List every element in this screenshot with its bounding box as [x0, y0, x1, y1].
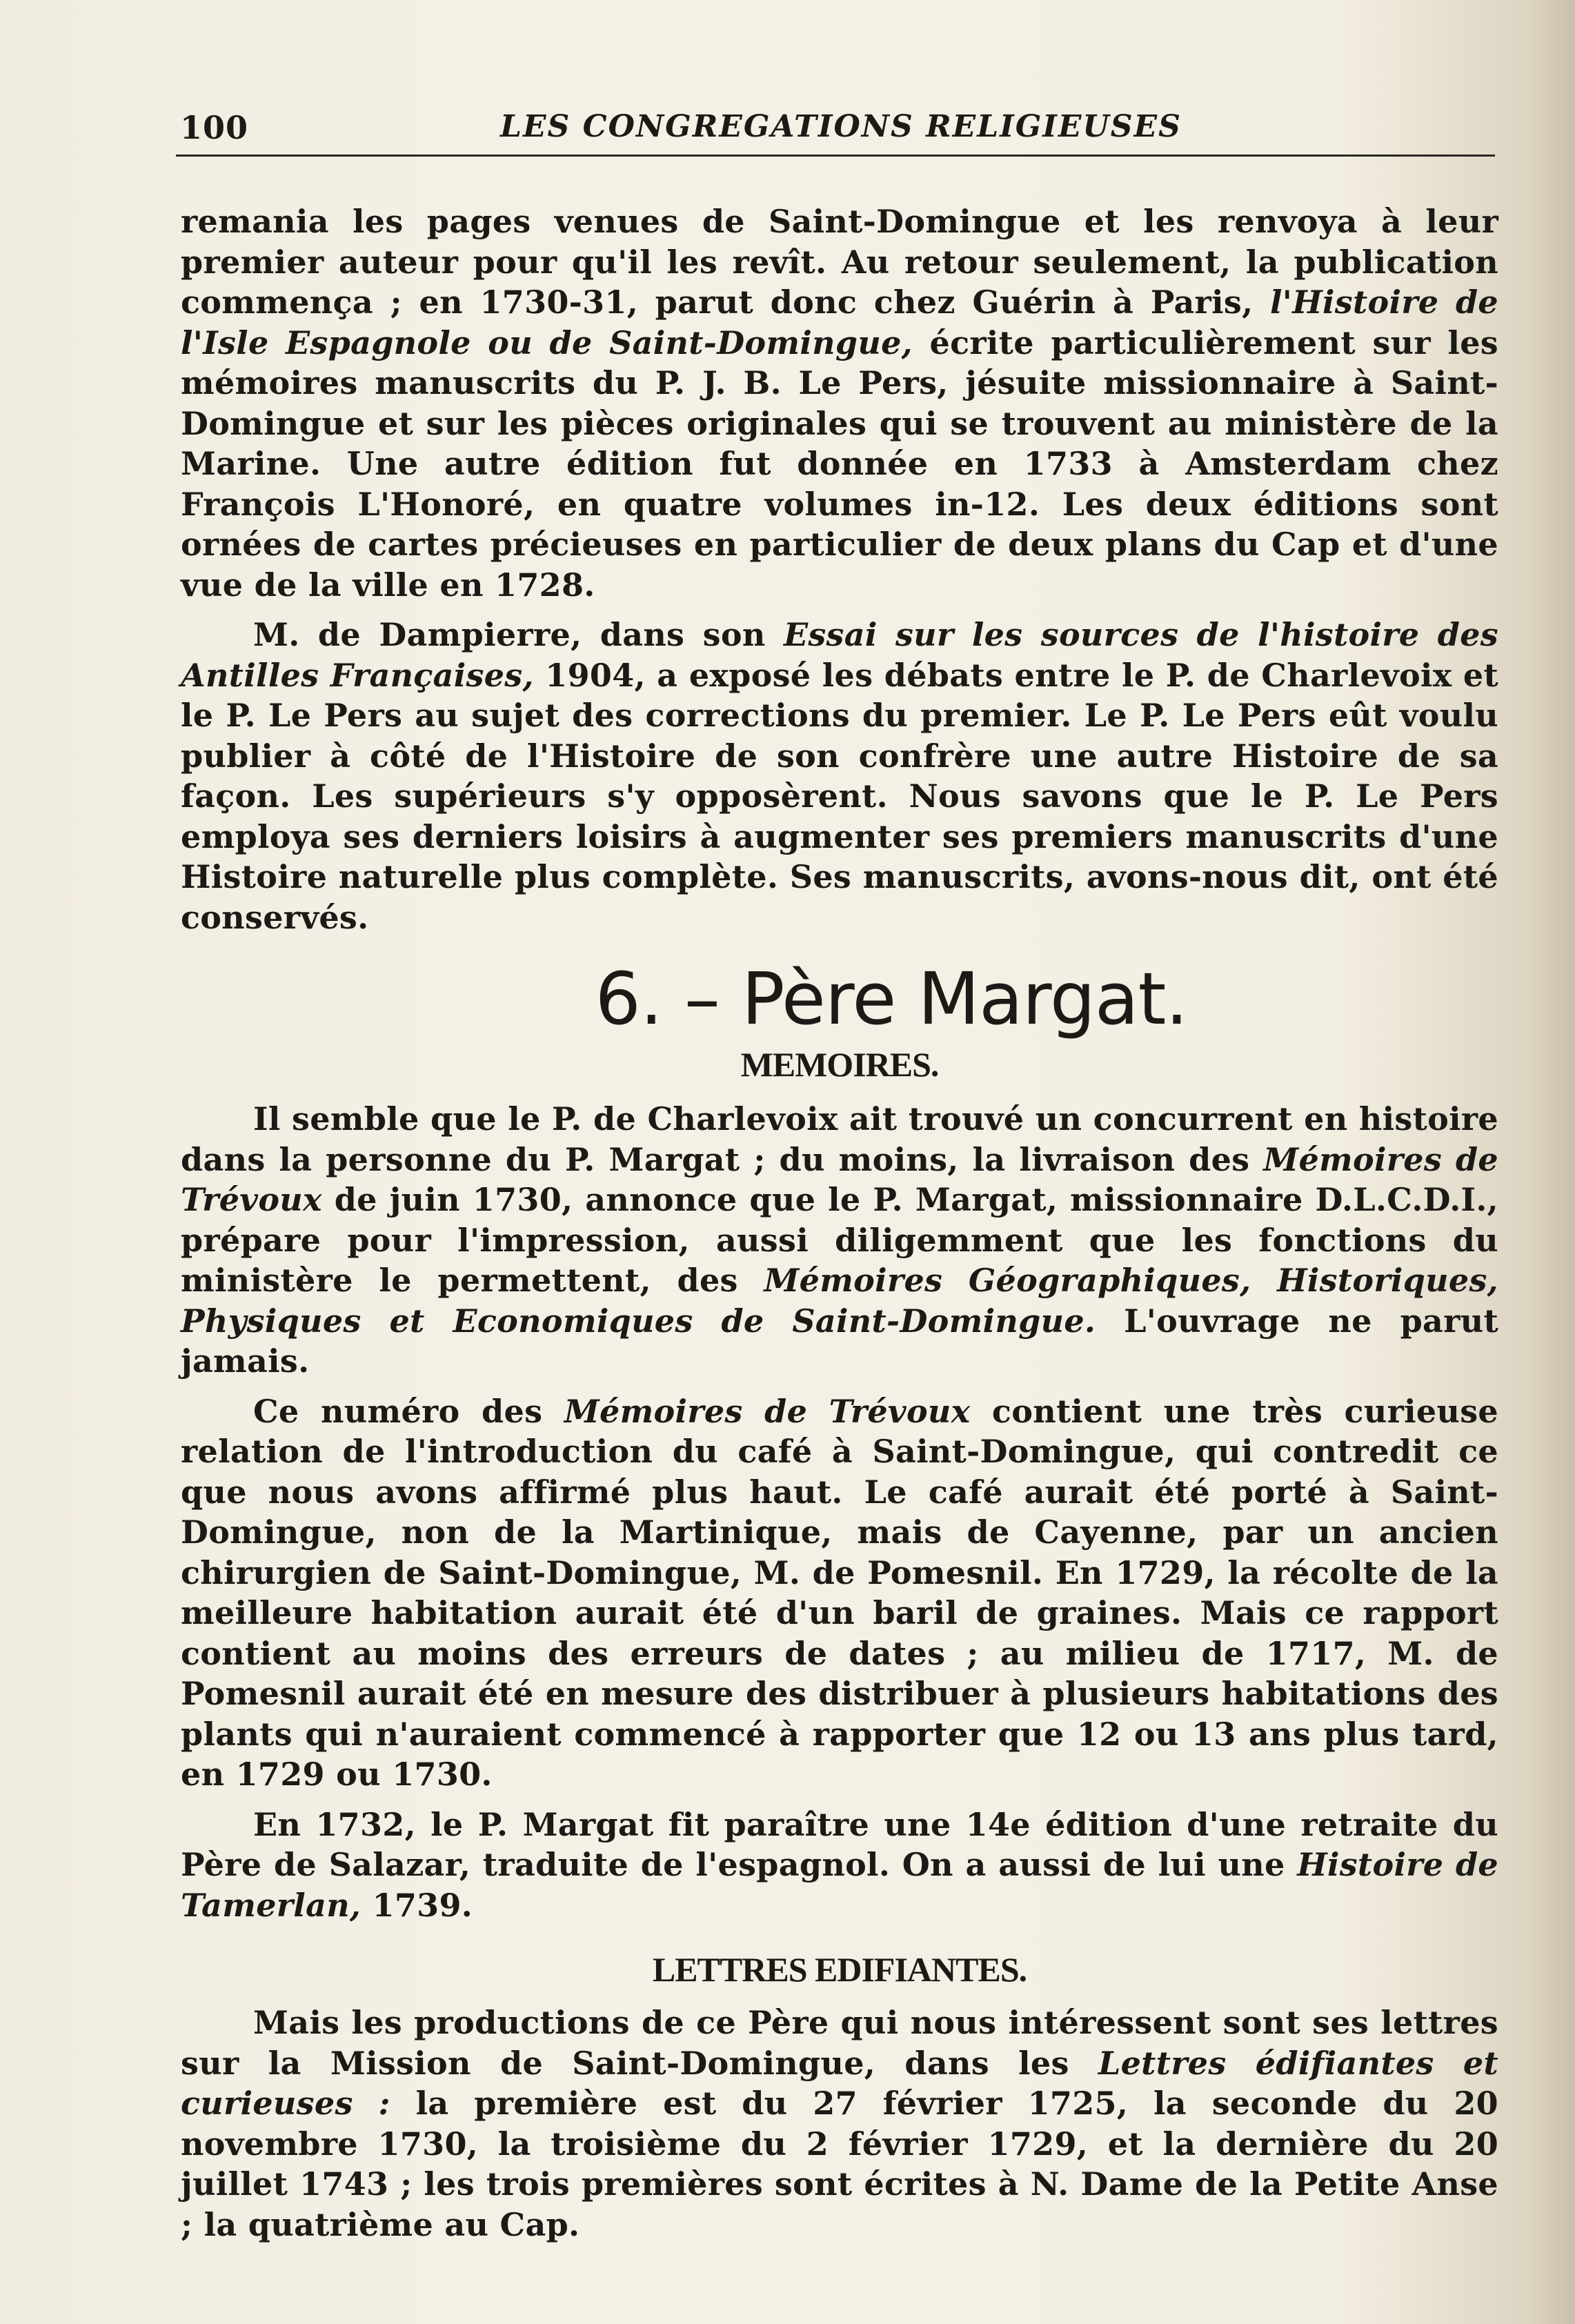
section-title-memoires: MEMOIRES.	[740, 1045, 939, 1084]
paragraph-1-text-a: remania les pages venues de Saint-Domingue et les renvoya à leur premier auteur pour qu'il les revît. Au retour seulement, la publication commença ; en 1730-31, parut donc chez Guérin à Paris,	[181, 203, 1498, 321]
paragraph-3-text-e: L'ouvrage ne parut jamais.	[181, 1302, 1498, 1380]
chapter-title: 6. – Père Margat.	[595, 957, 1188, 1041]
paragraph-1-book-title: l'Histoire de l'Isle Espagnole ou de Saint-Domingue,	[181, 284, 1498, 361]
paragraph-3-book-title: Mémoires Géographiques, Historiques, Physiques et Economiques de Saint-Domingue.	[181, 1262, 1498, 1340]
paragraph-3-text-a: Il semble que le P. de Charlevoix ait trouvé un concurrent en histoire dans la personne du P. Margat ; du moins, la livraison des	[181, 1100, 1498, 1178]
paragraph-4-text-c: contient une très curieuse relation de l'introduction du café à Saint-Domingue, qui contredit ce que nous avons affirmé plus haut. Le café aurait été porté à Saint-Domingue, non de la Martinique, mais de Cayenne, par un ancien chirurgien de Saint-Domingue, M. de Pomesnil. En 1729, la récolte de la meilleure habitation aurait été d'un baril de graines. Mais ce rapport contient au moins des erreurs de dates ; au milieu de 1717, M. de Pomesnil aurait été en mesure des distribuer à plusieurs habitations des plants qui n'auraient commencé à rapporter que 12 ou 13 ans plus tard, en 1729 ou 1730.	[181, 1392, 1498, 1793]
paragraph-3-text-c: de juin 1730, annonce que le P. Margat, missionnaire D.L.C.D.I., prépare pour l'impression, aussi diligemment que les fonctions du ministère le permettent, des	[181, 1181, 1498, 1299]
paragraph-2	[181, 615, 1498, 937]
paragraph-6	[181, 2003, 1498, 2245]
paragraph-1	[181, 201, 1498, 605]
section-title-lettres: LETTRES EDIFIANTES.	[652, 1950, 1027, 1989]
paragraph-5-book-title: Histoire de Tamerlan,	[181, 1846, 1498, 1924]
running-header	[176, 103, 1494, 152]
paragraph-2-text-c: 1904, a exposé les débats entre le P. de Charlevoix et le P. Le Pers au sujet des corrections du premier. Le P. Le Pers eût voulu publier à côté de l'Histoire de son confrère une autre Histoire de sa façon. Les supérieurs s'y opposèrent. Nous savons que le P. Le Pers employa ses derniers loisirs à augmenter ses premiers manuscrits d'une Histoire naturelle plus complète. Ses manuscrits, avons-nous dit, ont été conservés.	[181, 656, 1498, 936]
paragraph-5-text-a: En 1732, le P. Margat fit paraître une 14e édition d'une retraite du Père de Salazar, traduite de l'espagnol. On a aussi de lui une	[181, 1805, 1498, 1883]
paragraph-6-text-c: la première est du 27 février 1725, la seconde du 20 novembre 1730, la troisième du 2 février 1729, et la dernière du 20 juillet 1743 ; les trois premières sont écrites à N. Dame de la Petite Anse ; la quatrième au Cap.	[181, 2085, 1498, 2243]
paragraph-2-book-title: Essai sur les sources de l'histoire des Antilles Françaises,	[181, 616, 1498, 694]
header-rule	[176, 155, 1495, 157]
body-text	[181, 201, 1498, 2245]
page-number: 100	[180, 109, 249, 146]
paragraph-6-text-a: Mais les productions de ce Père qui nous intéressent sont ses lettres sur la Mission de Saint-Domingue, dans les	[181, 2004, 1498, 2082]
paragraph-3-journal-title: Mémoires de Trévoux	[181, 1140, 1498, 1218]
paragraph-5-text-c: 1739.	[361, 1886, 473, 1924]
paragraph-4-text-a: Ce numéro des	[253, 1392, 564, 1430]
paragraph-4-journal-title: Mémoires de Trévoux	[564, 1392, 971, 1430]
running-title: LES CONGREGATIONS RELIGIEUSES	[500, 109, 1182, 144]
paragraph-2-text-a: M. de Dampierre, dans son	[253, 616, 784, 653]
paragraph-1-text-c: écrite particulièrement sur les mémoires manuscrits du P. J. B. Le Pers, jésuite missionnaire à Saint-Domingue et sur les pièces originales qui se trouvent au ministère de la Marine. Une autre édition fut donnée en 1733 à Amsterdam chez François L'Honoré, en quatre volumes in-12. Les deux éditions sont ornées de cartes précieuses en particulier de deux plans du Cap et d'une vue de la ville en 1728.	[181, 324, 1499, 604]
paragraph-3	[181, 1099, 1498, 1382]
paragraph-5	[181, 1805, 1498, 1926]
paragraph-6-book-title: Lettres édifiantes et curieuses :	[181, 2044, 1498, 2122]
paragraph-4	[181, 1391, 1498, 1795]
